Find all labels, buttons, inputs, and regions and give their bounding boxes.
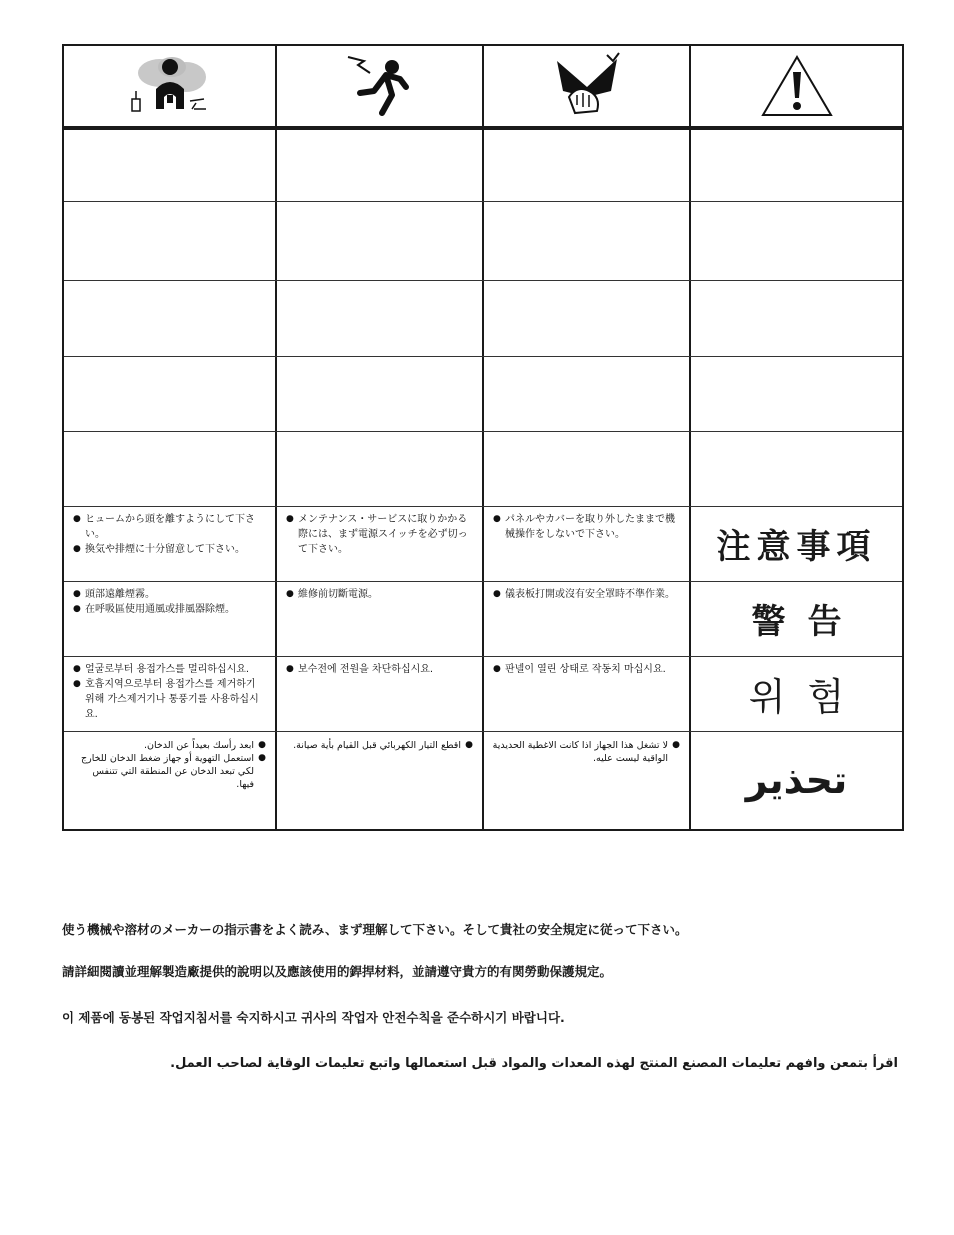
- row-divider: [64, 201, 902, 202]
- chinese-panel-text: ● 儀表板打開或沒有安全罩時不準作業。: [484, 581, 689, 656]
- japanese-power-text: ● メンテナンス・サービスに取りかかる際には、まず電源スイッチを必ず切って下さい。: [277, 506, 482, 581]
- chinese-power-text: ● 維修前切斷電源。: [277, 581, 482, 656]
- japanese-fumes-text: ● ヒュームから頭を離すようにして下さい。 ● 換気や排煙に十分留意して下さい。: [64, 506, 275, 581]
- japanese-panel-text: ● パネルやカバーを取り外したままで機械操作をしないで下さい。: [484, 506, 689, 581]
- warning-triangle-icon: [691, 46, 902, 126]
- japanese-instruction: 使う機械や溶材のメーカーの指示書をよく読み、まず理解して下さい。そして貴社の安全規定に従って下さい。: [62, 922, 688, 937]
- chinese-heading: 警告: [751, 602, 864, 642]
- electric-shock-icon: [277, 46, 482, 126]
- korean-fumes-text: ● 얼굴로부터 용접가스를 멀리하십시요. ● 호흡지역으로부터 용접가스를 제거하기 위해 가스제거기나 통풍기를 사용하십시요.: [64, 656, 275, 731]
- korean-panel-text: ● 판넬이 열린 상태로 작동치 마십시요.: [484, 656, 689, 731]
- korean-instruction: 이 제품에 동봉된 작업지침서를 숙지하시고 귀사의 작업자 안전수칙을 준수하시기 바랍니다.: [62, 1010, 565, 1025]
- arabic-heading: تحذير: [745, 758, 848, 802]
- row-divider: [64, 280, 902, 281]
- fume-hazard-icon: [64, 46, 275, 126]
- korean-power-text: ● 보수전에 전원을 차단하십시요.: [277, 656, 482, 731]
- arabic-power-text: ● اقطع التيار الكهربائي قبل القيام بأية صيانة.: [277, 731, 482, 829]
- arabic-fumes-text: ● ابعد رأسك بعيداً عن الدخان. ● استعمل التهوية أو جهاز ضغط الدخان للخارج لكي تبعد الدخان عن المنطقة التي تتنفس فيها.: [64, 731, 275, 829]
- chinese-instruction: 請詳細閱讀並理解製造廠提供的說明以及應該使用的銲捍材料，並請遵守貴方的有関勞動保護規定。: [62, 964, 613, 979]
- korean-heading: 위험: [748, 675, 867, 719]
- arabic-panel-text: ● لا تشغل هذا الجهاز اذا كانت الاغطية الحديدية الواقية ليست عليه.: [484, 731, 689, 829]
- row-divider: [64, 431, 902, 432]
- row-divider: [64, 126, 902, 130]
- moving-parts-icon: [484, 46, 689, 126]
- chinese-fumes-text: ● 頭部遠離煙霧。 ● 在呼吸區使用通風或排風器除煙。: [64, 581, 275, 656]
- warning-table: [62, 44, 904, 831]
- row-divider: [64, 356, 902, 357]
- japanese-heading: 注意事項: [716, 527, 877, 567]
- arabic-instruction: اقرأ بتمعن وافهم تعليمات المصنع المنتج لهذه المعدات والمواد قبل استعمالها واتبع تعليمات الوقاية لصاحب العمل.: [170, 1056, 898, 1071]
